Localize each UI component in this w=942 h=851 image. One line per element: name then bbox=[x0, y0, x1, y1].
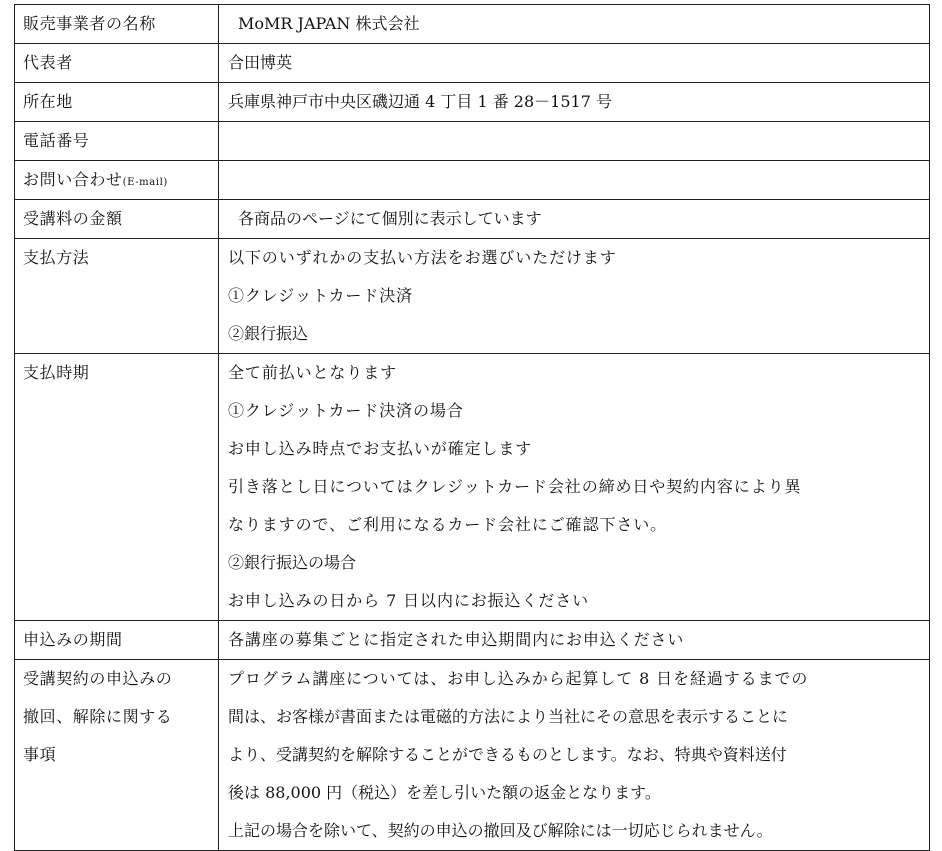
value-cell bbox=[219, 660, 930, 851]
value-text: なりますので、ご利用になるカード会社にご確認下さい。 bbox=[228, 515, 668, 534]
label-text: 事項 bbox=[23, 745, 57, 764]
table-row-contact-email bbox=[15, 161, 930, 200]
value-cell bbox=[219, 200, 930, 239]
value-text bbox=[228, 122, 929, 160]
value-cell bbox=[219, 5, 930, 44]
label-cell bbox=[15, 354, 219, 621]
table-row-fee bbox=[15, 200, 930, 239]
value-text: 引き落とし日についてはクレジットカード会社の締め日や契約内容により異 bbox=[228, 477, 802, 496]
table-row-company-name bbox=[15, 5, 930, 44]
value-cell bbox=[219, 354, 930, 621]
label-cell bbox=[15, 122, 219, 161]
label-text: 受講料の金額 bbox=[23, 209, 123, 228]
value-text: 兵庫県神戸市中央区磯辺通 4 丁目 1 番 28－1517 号 bbox=[228, 92, 612, 111]
label-cell bbox=[15, 200, 219, 239]
label-text: 販売事業者の名称 bbox=[23, 14, 156, 33]
label-cell bbox=[15, 83, 219, 122]
business-info-table bbox=[14, 4, 930, 851]
table-row-address bbox=[15, 83, 930, 122]
label-text: 代表者 bbox=[23, 53, 73, 72]
table-row-representative bbox=[15, 44, 930, 83]
value-text: ②銀行振込 bbox=[228, 324, 309, 343]
value-text: 以下のいずれかの支払い方法をお選びいただけます bbox=[228, 248, 617, 267]
label-text: 撤回、解除に関する bbox=[23, 707, 173, 726]
label-cell bbox=[15, 621, 219, 660]
value-text: プログラム講座については、お申し込みから起算して 8 日を経過するまでの bbox=[228, 669, 809, 688]
table-row-phone bbox=[15, 122, 930, 161]
label-small: (E-mail) bbox=[122, 177, 168, 188]
value-cell bbox=[219, 161, 930, 200]
label-text bbox=[23, 161, 218, 199]
value-text: 合田博英 bbox=[228, 53, 293, 72]
table-row-payment-timing bbox=[15, 354, 930, 621]
value-text: 上記の場合を除いて、契約の申込の撤回及び解除には一切応じられません。 bbox=[228, 821, 773, 840]
value-text bbox=[228, 161, 929, 199]
label-cell bbox=[15, 239, 219, 354]
label-text: 所在地 bbox=[23, 92, 73, 111]
label-text: 支払方法 bbox=[23, 248, 90, 267]
value-text: ①クレジットカード決済の場合 bbox=[228, 401, 464, 420]
value-text: ①クレジットカード決済 bbox=[228, 286, 414, 305]
value-cell bbox=[219, 239, 930, 354]
table-row-application-period bbox=[15, 621, 930, 660]
value-text: 各講座の募集ごとに指定された申込期間内にお申込ください bbox=[228, 630, 685, 649]
label-text: 申込みの期間 bbox=[23, 630, 123, 649]
value-cell bbox=[219, 122, 930, 161]
table-row-payment-method bbox=[15, 239, 930, 354]
label-cell bbox=[15, 44, 219, 83]
label-cell bbox=[15, 161, 219, 200]
label-text: 支払時期 bbox=[23, 363, 90, 382]
value-text: 間は、お客様が書面または電磁的方法により当社にその意思を表示することに bbox=[228, 707, 789, 726]
value-text: お申し込み時点でお支払いが確定します bbox=[228, 439, 533, 458]
value-text: 後は 88,000 円（税込）を差し引いた額の返金となります。 bbox=[228, 783, 661, 802]
value-cell bbox=[219, 621, 930, 660]
value-text: お申し込みの日から 7 日以内にお振込ください bbox=[228, 591, 590, 610]
value-text: 各商品のページにて個別に表示しています bbox=[238, 209, 542, 228]
value-text: ②銀行振込の場合 bbox=[228, 553, 357, 572]
label-text: 受講契約の申込みの bbox=[23, 669, 173, 688]
label-text: 電話番号 bbox=[23, 131, 90, 150]
value-cell bbox=[219, 83, 930, 122]
label-main: お問い合わせ bbox=[23, 170, 123, 189]
label-cell bbox=[15, 660, 219, 851]
value-text: MoMR JAPAN 株式会社 bbox=[238, 14, 420, 33]
value-text: より、受講契約を解除することができるものとします。なお、特典や資料送付 bbox=[228, 745, 787, 764]
table-row-cancellation bbox=[15, 660, 930, 851]
value-cell bbox=[219, 44, 930, 83]
value-text: 全て前払いとなります bbox=[228, 363, 398, 382]
label-cell bbox=[15, 5, 219, 44]
